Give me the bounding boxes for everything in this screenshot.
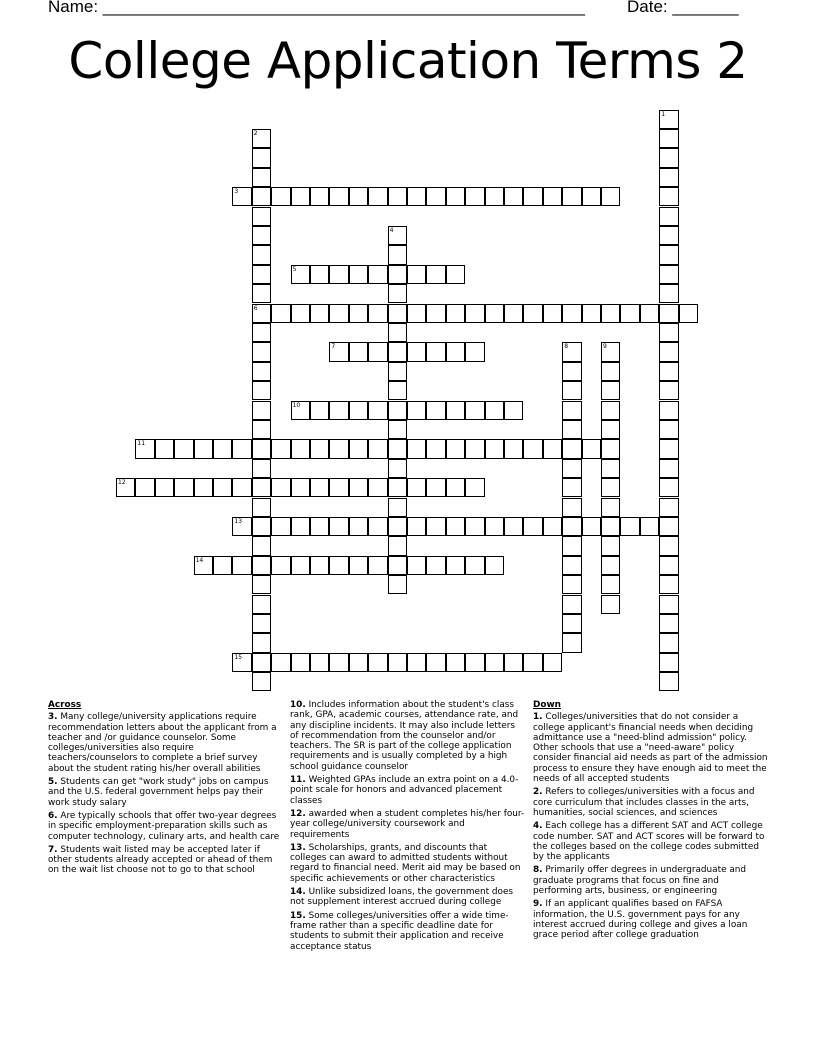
grid-cell[interactable]: [252, 556, 271, 575]
grid-cell[interactable]: [543, 187, 562, 206]
grid-cell[interactable]: [252, 265, 271, 284]
grid-cell[interactable]: [252, 439, 271, 458]
grid-cell[interactable]: [446, 304, 465, 323]
grid-cell[interactable]: [252, 536, 271, 555]
clue-number: 8: [564, 343, 569, 351]
grid-cell[interactable]: [562, 420, 581, 439]
grid-cell[interactable]: [446, 342, 465, 361]
grid-cell[interactable]: [388, 362, 407, 381]
grid-cell[interactable]: [659, 187, 678, 206]
grid-cell[interactable]: [291, 556, 310, 575]
grid-cell[interactable]: [252, 148, 271, 167]
grid-cell[interactable]: [601, 304, 620, 323]
grid-cell[interactable]: [349, 304, 368, 323]
grid-cell[interactable]: [659, 575, 678, 594]
grid-cell[interactable]: [446, 478, 465, 497]
grid-cell[interactable]: [562, 575, 581, 594]
grid-cell[interactable]: [252, 653, 271, 672]
clue-down-2: 2. Refers to colleges/universities with a focus and core curriculum that includes classes in the arts, humanities, social sciences, and sciences: [533, 787, 755, 818]
grid-cell[interactable]: [252, 672, 271, 691]
grid-cell[interactable]: [562, 381, 581, 400]
grid-cell[interactable]: [388, 420, 407, 439]
clue-down-1: 1. Colleges/universities that do not consider a college applicant's financial needs when deciding admittance use a "need-blind admission" policy. Other schools that use a "need-aware" policy consider financial aid needs as part of the admission process to ensure they have enough aid to meet the needs of all accepted students: [533, 712, 768, 785]
grid-cell[interactable]: [465, 304, 484, 323]
grid-cell[interactable]: [252, 498, 271, 517]
across-heading: Across: [48, 700, 82, 710]
grid-cell[interactable]: [368, 401, 387, 420]
grid-cell[interactable]: [543, 304, 562, 323]
grid-cell[interactable]: [349, 517, 368, 536]
grid-cell[interactable]: [679, 304, 698, 323]
grid-cell[interactable]: [252, 459, 271, 478]
grid-cell[interactable]: [407, 265, 426, 284]
grid-cell[interactable]: [426, 478, 445, 497]
grid-cell[interactable]: [407, 401, 426, 420]
grid-cell[interactable]: [659, 517, 678, 536]
across-clues: [48, 700, 284, 879]
grid-cell[interactable]: [310, 556, 329, 575]
grid-cell[interactable]: [601, 498, 620, 517]
grid-cell[interactable]: [659, 168, 678, 187]
grid-cell[interactable]: [291, 439, 310, 458]
grid-cell[interactable]: [388, 284, 407, 303]
grid-cell[interactable]: [523, 304, 542, 323]
grid-cell[interactable]: [601, 420, 620, 439]
grid-cell[interactable]: [388, 536, 407, 555]
grid-cell[interactable]: [659, 304, 678, 323]
clue-number: 14: [195, 556, 204, 564]
grid-cell[interactable]: [407, 478, 426, 497]
grid-cell[interactable]: [562, 556, 581, 575]
grid-cell[interactable]: [504, 304, 523, 323]
grid-cell[interactable]: [407, 556, 426, 575]
grid-cell[interactable]: [485, 439, 504, 458]
grid-cell[interactable]: [349, 478, 368, 497]
grid-cell[interactable]: [659, 653, 678, 672]
grid-cell[interactable]: [271, 439, 290, 458]
grid-cell[interactable]: [329, 187, 348, 206]
grid-cell[interactable]: [465, 556, 484, 575]
grid-cell[interactable]: [291, 304, 310, 323]
grid-cell[interactable]: [446, 517, 465, 536]
grid-cell[interactable]: [349, 265, 368, 284]
grid-cell[interactable]: [271, 556, 290, 575]
grid-cell[interactable]: [388, 304, 407, 323]
clue-number: 10: [292, 401, 301, 409]
grid-cell[interactable]: [388, 439, 407, 458]
grid-cell[interactable]: [368, 342, 387, 361]
grid-cell[interactable]: [582, 439, 601, 458]
clue-number: 4: [389, 226, 394, 234]
grid-cell[interactable]: [213, 439, 232, 458]
grid-cell[interactable]: [368, 304, 387, 323]
clue-across-15: 15. Some colleges/universities offer a wide time-frame rather than a specific deadline date for students to submit their application and receive acceptance status: [290, 910, 509, 952]
grid-cell[interactable]: [504, 517, 523, 536]
grid-cell[interactable]: [388, 323, 407, 342]
grid-cell[interactable]: [407, 304, 426, 323]
grid-cell[interactable]: [562, 498, 581, 517]
grid-cell[interactable]: [659, 401, 678, 420]
grid-cell[interactable]: [291, 187, 310, 206]
grid-cell[interactable]: [659, 265, 678, 284]
grid-cell[interactable]: [659, 226, 678, 245]
grid-cell[interactable]: [601, 187, 620, 206]
grid-cell[interactable]: [659, 595, 678, 614]
grid-cell[interactable]: [329, 304, 348, 323]
grid-cell[interactable]: [388, 265, 407, 284]
clue-number: 3: [234, 188, 239, 196]
grid-cell[interactable]: [310, 517, 329, 536]
grid-cell[interactable]: [446, 653, 465, 672]
grid-cell[interactable]: [155, 478, 174, 497]
grid-cell[interactable]: [601, 595, 620, 614]
grid-cell[interactable]: [659, 362, 678, 381]
grid-cell[interactable]: [485, 187, 504, 206]
grid-cell[interactable]: [426, 304, 445, 323]
grid-cell[interactable]: [465, 517, 484, 536]
grid-cell[interactable]: [620, 304, 639, 323]
grid-cell[interactable]: [485, 304, 504, 323]
grid-cell[interactable]: [329, 478, 348, 497]
grid-cell[interactable]: [659, 536, 678, 555]
grid-cell[interactable]: [426, 517, 445, 536]
clue-down-4: 4. Each college has a different SAT and ACT college code number. SAT and ACT scores will be forward to the colleges based on the college codes submitted by the applicants: [533, 821, 765, 863]
grid-cell[interactable]: [349, 401, 368, 420]
grid-cell[interactable]: [252, 478, 271, 497]
grid-cell[interactable]: [562, 595, 581, 614]
grid-cell[interactable]: [349, 439, 368, 458]
grid-cell[interactable]: [659, 478, 678, 497]
grid-cell[interactable]: [659, 342, 678, 361]
grid-cell[interactable]: [465, 478, 484, 497]
grid-cell[interactable]: [659, 672, 678, 691]
grid-cell[interactable]: [426, 653, 445, 672]
grid-cell[interactable]: [213, 556, 232, 575]
grid-cell[interactable]: [523, 517, 542, 536]
grid-cell[interactable]: [582, 304, 601, 323]
grid-cell[interactable]: [543, 439, 562, 458]
grid-cell[interactable]: [562, 478, 581, 497]
grid-cell[interactable]: [388, 653, 407, 672]
grid-cell[interactable]: [426, 401, 445, 420]
grid-cell[interactable]: [135, 478, 154, 497]
clue-across-10: 10. Includes information about the student's class rank, GPA, academic courses, attendance rate, and any discipline incidents. It may also include letters of recommendation from the counselor and/or teachers. The SR is part of the college application requirements and is usually completed by a high school guidance counselor: [290, 700, 519, 772]
grid-cell[interactable]: [388, 187, 407, 206]
grid-cell[interactable]: [446, 265, 465, 284]
grid-cell[interactable]: [252, 595, 271, 614]
grid-cell[interactable]: [252, 323, 271, 342]
grid-cell[interactable]: [659, 459, 678, 478]
grid-cell[interactable]: [252, 187, 271, 206]
grid-cell[interactable]: [446, 556, 465, 575]
name-field[interactable]: Name: ___________________________________________________: [48, 0, 585, 16]
grid-cell[interactable]: [349, 653, 368, 672]
page-title: College Application Terms 2: [68, 32, 748, 90]
grid-cell[interactable]: [310, 265, 329, 284]
grid-cell[interactable]: [271, 304, 290, 323]
grid-cell[interactable]: [232, 556, 251, 575]
grid-cell[interactable]: [388, 498, 407, 517]
clue-across-13: 13. Scholarships, grants, and discounts that colleges can award to admitted students without regard to financial need. Merit aid may be based on specific achievements or other characteristics: [290, 842, 521, 884]
grid-cell[interactable]: [562, 517, 581, 536]
grid-cell[interactable]: [368, 556, 387, 575]
clue-number: 12: [118, 479, 126, 487]
grid-cell[interactable]: [368, 265, 387, 284]
grid-cell[interactable]: [485, 517, 504, 536]
grid-cell[interactable]: [485, 653, 504, 672]
grid-cell[interactable]: [446, 187, 465, 206]
grid-cell[interactable]: [291, 478, 310, 497]
clue-number: 15: [234, 653, 243, 661]
grid-cell[interactable]: [523, 439, 542, 458]
clue-across-3: 3. Many college/university applications require recommendation letters about the applicant from a teacher and /or guidance counselor. Some colleges/universities also require teachers/counselors to complete a brief survey about the student rating his/her overall abilities: [48, 712, 277, 774]
clue-across-12: 12. awarded when a student completes his/her four-year college/university coursework and requirements: [290, 808, 525, 840]
grid-cell[interactable]: [523, 187, 542, 206]
clue-number: 2: [253, 129, 258, 137]
clue-number: 9: [603, 343, 607, 351]
grid-cell[interactable]: [407, 342, 426, 361]
clue-down-9: 9. If an applicant qualifies based on FAFSA information, the U.S. government pays for any interest accrued during college and gives a loan grace period after college graduation: [533, 899, 748, 941]
grid-cell[interactable]: [310, 653, 329, 672]
grid-cell[interactable]: [601, 362, 620, 381]
grid-cell[interactable]: [310, 304, 329, 323]
grid-cell[interactable]: [426, 187, 445, 206]
grid-cell[interactable]: [659, 614, 678, 633]
grid-cell[interactable]: [659, 439, 678, 458]
grid-cell[interactable]: [601, 401, 620, 420]
grid-cell[interactable]: [620, 517, 639, 536]
grid-cell[interactable]: [194, 478, 213, 497]
clue-number: 11: [137, 440, 146, 448]
grid-cell[interactable]: [601, 556, 620, 575]
grid-cell[interactable]: [329, 439, 348, 458]
grid-cell[interactable]: [659, 498, 678, 517]
clue-number: 1: [661, 110, 666, 118]
grid-cell[interactable]: [194, 439, 213, 458]
grid-cell[interactable]: [426, 556, 445, 575]
grid-cell[interactable]: [582, 187, 601, 206]
grid-cell[interactable]: [601, 517, 620, 536]
grid-cell[interactable]: [232, 439, 251, 458]
grid-cell[interactable]: [465, 187, 484, 206]
grid-cell[interactable]: [446, 401, 465, 420]
down-clues: [533, 700, 769, 944]
grid-cell[interactable]: [562, 304, 581, 323]
grid-cell[interactable]: [504, 653, 523, 672]
grid-cell[interactable]: [252, 381, 271, 400]
grid-cell[interactable]: [446, 439, 465, 458]
clue-down-8: 8. Primarily offer degrees in undergraduate and graduate programs that focus on fine and performing arts, business, or engineering: [533, 865, 747, 897]
grid-cell[interactable]: [252, 226, 271, 245]
grid-cell[interactable]: [562, 187, 581, 206]
clue-number: 13: [234, 517, 243, 525]
clue-across-14: 14. Unlike subsidized loans, the government does not supplement interest accrued during college: [290, 887, 514, 908]
grid-cell[interactable]: [601, 381, 620, 400]
grid-cell[interactable]: [504, 401, 523, 420]
grid-cell[interactable]: [291, 517, 310, 536]
grid-cell[interactable]: [562, 401, 581, 420]
grid-cell[interactable]: [252, 284, 271, 303]
grid-cell[interactable]: [349, 556, 368, 575]
grid-cell[interactable]: [329, 517, 348, 536]
grid-cell[interactable]: [388, 459, 407, 478]
grid-cell[interactable]: [659, 284, 678, 303]
grid-cell[interactable]: [523, 653, 542, 672]
grid-cell[interactable]: [465, 401, 484, 420]
grid-cell[interactable]: [310, 439, 329, 458]
grid-cell[interactable]: [543, 653, 562, 672]
grid-cell[interactable]: [504, 439, 523, 458]
grid-cell[interactable]: [155, 439, 174, 458]
grid-cell[interactable]: [271, 517, 290, 536]
grid-cell[interactable]: [659, 633, 678, 652]
grid-cell[interactable]: [329, 401, 348, 420]
grid-cell[interactable]: [349, 187, 368, 206]
grid-cell[interactable]: [562, 459, 581, 478]
grid-cell[interactable]: [659, 207, 678, 226]
grid-cell[interactable]: [310, 478, 329, 497]
grid-cell[interactable]: [485, 556, 504, 575]
grid-cell[interactable]: [601, 459, 620, 478]
grid-cell[interactable]: [562, 536, 581, 555]
grid-cell[interactable]: [252, 207, 271, 226]
grid-cell[interactable]: [388, 478, 407, 497]
grid-cell[interactable]: [407, 653, 426, 672]
grid-cell[interactable]: [659, 323, 678, 342]
grid-cell[interactable]: [174, 439, 193, 458]
grid-cell[interactable]: [271, 478, 290, 497]
grid-cell[interactable]: [407, 187, 426, 206]
grid-cell[interactable]: [252, 633, 271, 652]
grid-cell[interactable]: [388, 517, 407, 536]
grid-cell[interactable]: [465, 653, 484, 672]
down-heading: Down: [533, 700, 561, 710]
grid-cell[interactable]: [174, 478, 193, 497]
grid-cell[interactable]: [601, 478, 620, 497]
date-field[interactable]: Date: _______: [627, 0, 739, 16]
grid-cell[interactable]: [368, 517, 387, 536]
grid-cell[interactable]: [252, 245, 271, 264]
grid-cell[interactable]: [485, 401, 504, 420]
grid-cell[interactable]: [659, 245, 678, 264]
grid-cell[interactable]: [465, 439, 484, 458]
clue-across-11: 11. Weighted GPAs include an extra point on a 4.0- point scale for honors and advanced placement classes: [290, 775, 519, 806]
grid-cell[interactable]: [562, 614, 581, 633]
grid-cell[interactable]: [368, 439, 387, 458]
grid-cell[interactable]: [601, 575, 620, 594]
grid-cell[interactable]: [388, 245, 407, 264]
grid-cell[interactable]: [640, 517, 659, 536]
grid-cell[interactable]: [426, 265, 445, 284]
grid-cell[interactable]: [252, 342, 271, 361]
grid-cell[interactable]: [310, 401, 329, 420]
grid-cell[interactable]: [388, 575, 407, 594]
grid-cell[interactable]: [659, 148, 678, 167]
clue-number: 7: [331, 343, 336, 351]
clue-across-6: 6. Are typically schools that offer two-year degrees in specific employment-preparation skills such as computer technology, culinary arts, and health care: [48, 810, 280, 842]
grid-cell[interactable]: [232, 478, 251, 497]
grid-cell[interactable]: [329, 653, 348, 672]
grid-cell[interactable]: [271, 653, 290, 672]
grid-cell[interactable]: [368, 187, 387, 206]
grid-cell[interactable]: [252, 575, 271, 594]
clue-number: 5: [292, 265, 297, 273]
grid-cell[interactable]: [252, 362, 271, 381]
grid-cell[interactable]: [252, 420, 271, 439]
grid-cell[interactable]: [388, 342, 407, 361]
clue-across-7: 7. Students wait listed may be accepted later if other students already accepted or ahead of them on the wait list choose not to go to that school: [48, 844, 273, 876]
grid-cell[interactable]: [291, 653, 310, 672]
grid-cell[interactable]: [407, 517, 426, 536]
grid-cell[interactable]: [213, 478, 232, 497]
grid-cell[interactable]: [252, 517, 271, 536]
grid-cell[interactable]: [368, 653, 387, 672]
grid-cell[interactable]: [601, 439, 620, 458]
across-clues-continued: [290, 700, 525, 955]
grid-cell[interactable]: [659, 556, 678, 575]
grid-cell[interactable]: [659, 420, 678, 439]
grid-cell[interactable]: [562, 633, 581, 652]
clue-number: 6: [253, 304, 258, 312]
grid-cell[interactable]: [407, 439, 426, 458]
grid-cell[interactable]: [329, 265, 348, 284]
grid-cell[interactable]: [465, 342, 484, 361]
clue-across-5: 5. Students can get "work study" jobs on campus and the U.S. federal government helps pay their work study salary: [48, 777, 269, 808]
grid-cell[interactable]: [582, 517, 601, 536]
grid-cell[interactable]: [310, 187, 329, 206]
grid-cell[interactable]: [504, 187, 523, 206]
grid-cell[interactable]: [426, 439, 445, 458]
grid-cell[interactable]: [659, 381, 678, 400]
grid-cell[interactable]: [659, 129, 678, 148]
grid-cell[interactable]: [252, 614, 271, 633]
grid-cell[interactable]: [388, 401, 407, 420]
grid-cell[interactable]: [388, 556, 407, 575]
grid-cell[interactable]: [252, 168, 271, 187]
grid-cell[interactable]: [349, 342, 368, 361]
grid-cell[interactable]: [426, 342, 445, 361]
grid-cell[interactable]: [252, 401, 271, 420]
grid-cell[interactable]: [543, 517, 562, 536]
grid-cell[interactable]: [601, 536, 620, 555]
grid-cell[interactable]: [562, 439, 581, 458]
grid-cell[interactable]: [562, 362, 581, 381]
grid-cell[interactable]: [640, 304, 659, 323]
grid-cell[interactable]: [368, 478, 387, 497]
grid-cell[interactable]: [388, 381, 407, 400]
grid-cell[interactable]: [329, 556, 348, 575]
grid-cell[interactable]: [271, 187, 290, 206]
